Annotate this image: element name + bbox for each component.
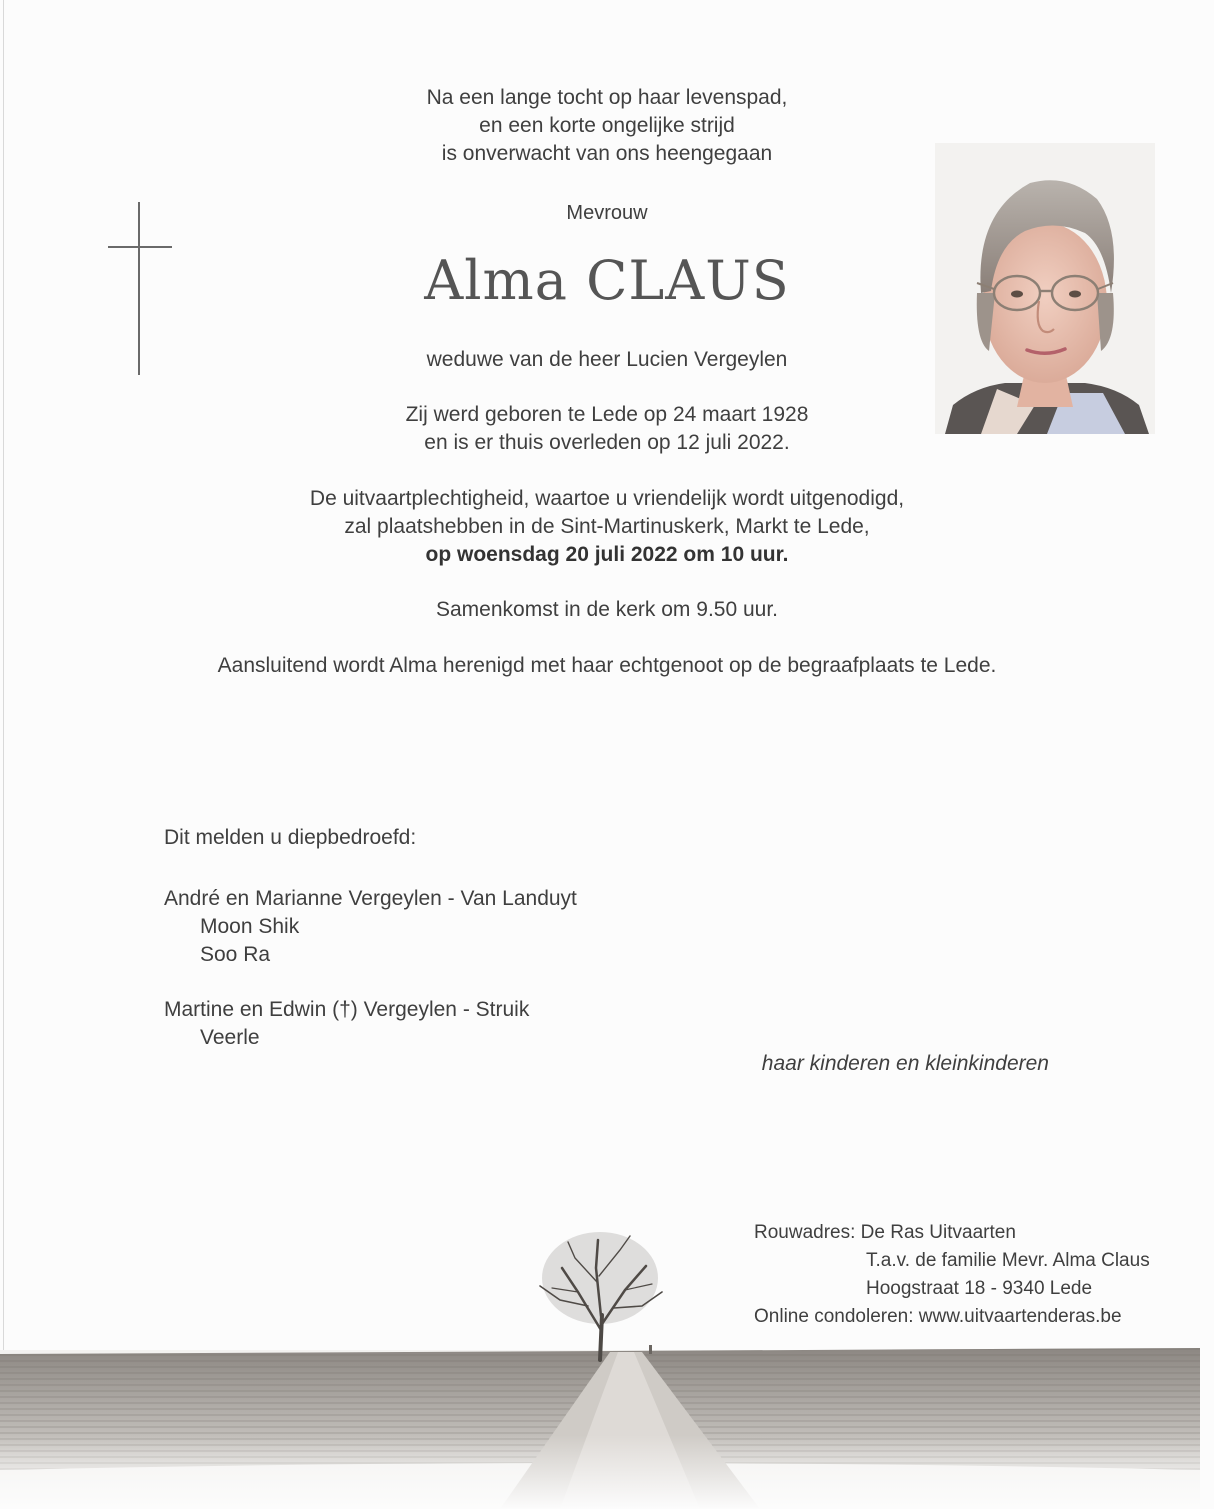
ceremony-line-1: De uitvaartplechtigheid, waartoe u vriendelijk wordt uitgenodigd, [309,487,905,510]
cross-vertical-bar [138,202,140,375]
grandchild-moon-shik: Moon Shik [200,915,300,938]
family-signature: haar kinderen en kleinkinderen [761,1052,1049,1075]
family-group-1-head: André en Marianne Vergeylen - Van Landuyt [164,887,577,910]
family-group-1 [164,885,577,969]
burial-text: Aansluitend wordt Alma herenigd met haar echtgenoot op de begraafplaats te Lede. [217,654,997,677]
birth-line: Zij werd geboren te Lede op 24 maart 1928 [405,403,809,426]
widow-text: weduwe van de heer Lucien Vergeylen [426,348,788,371]
death-line: en is er thuis overleden op 12 juli 2022. [424,431,790,454]
intro-line-3: is onverwacht van ons heengegaan [441,142,773,165]
portrait-photo [935,143,1155,434]
cross-horizontal-bar [108,246,172,248]
dates-block [300,401,914,457]
intro-line-1: Na een lange tocht op haar levenspad, [426,86,788,109]
grandchild-veerle: Veerle [200,1026,260,1049]
ceremony-datetime: op woensdag 20 juli 2022 om 10 uur. [425,543,789,566]
family-intro-text: Dit melden u diepbedroefd: [164,826,417,849]
grandchild-soo-ra: Soo Ra [200,943,271,966]
deceased-name: Alma CLAUS [424,249,790,312]
address-line-2: T.a.v. de familie Mevr. Alma Claus [866,1250,1150,1271]
intro-line-2: en een korte ongelijke strijd [479,114,735,137]
portrait-illustration [935,143,1155,434]
intro-text [300,84,914,168]
ceremony-line-2: zal plaatshebben in de Sint-Martinuskerk, Markt te Lede, [344,515,870,538]
widow-line [300,346,914,374]
ceremony-block [200,485,1014,569]
family-group-2 [164,996,529,1052]
meeting-line [300,596,914,624]
address-line-3: Hoogstraat 18 - 9340 Lede [866,1278,1093,1299]
meeting-text: Samenkomst in de kerk om 9.50 uur. [436,598,778,621]
family-group-2-head: Martine en Edwin (†) Vergeylen - Struik [164,998,530,1021]
cross-icon [108,202,172,375]
family-intro [164,824,416,852]
address-line-4: Online condoleren: www.uitvaartenderas.be [754,1306,1122,1327]
address-line-1: Rouwadres: De Ras Uitvaarten [754,1222,1016,1243]
deceased-title: Mevrouw [566,202,648,224]
burial-line [107,652,1107,680]
address-block [754,1219,1150,1331]
